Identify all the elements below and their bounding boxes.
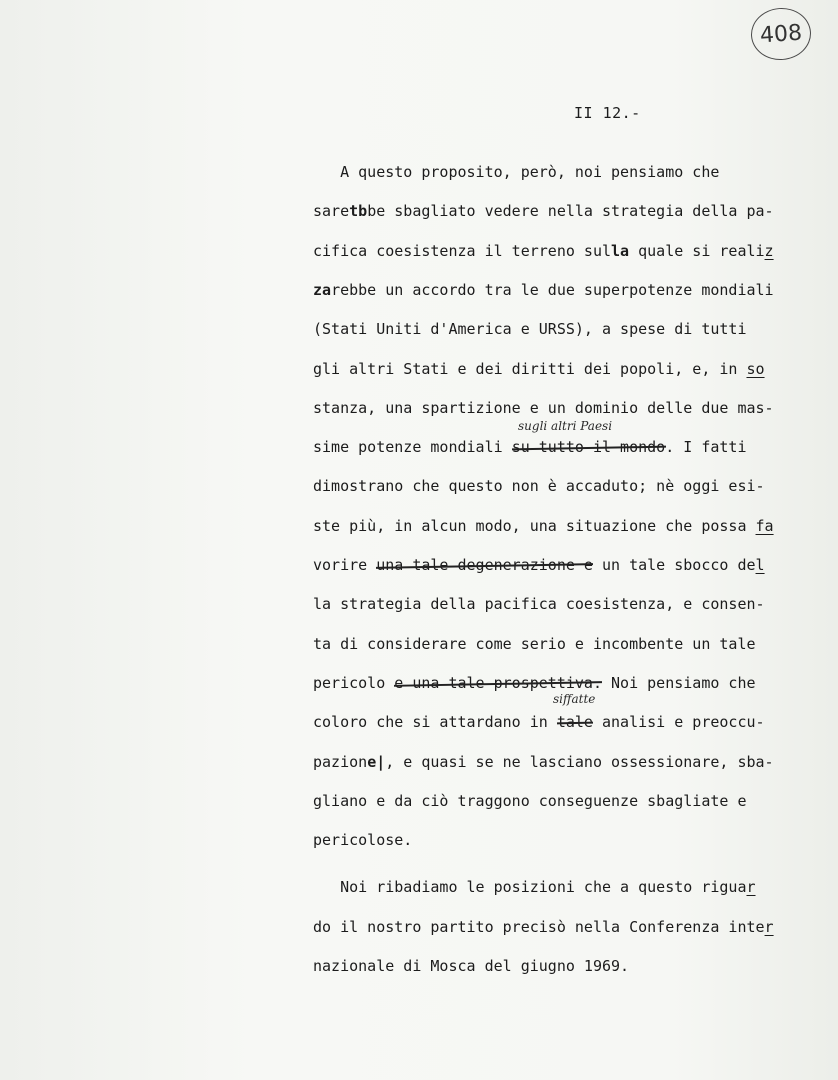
- text-run: ste più, in alcun modo, una situazione che possa: [313, 516, 756, 535]
- text-run: un tale sbocco de: [592, 556, 756, 574]
- text-run: coloro che si attardano in: [313, 713, 557, 732]
- text-run: Noi pensiamo che: [602, 673, 756, 692]
- overtyped-correction: e|: [367, 752, 386, 771]
- struck-through-text: una tale degenerazione e: [376, 556, 593, 574]
- text-run: , e quasi se ne lasciano ossessionare, sba-: [385, 752, 774, 771]
- paragraph1-line: [313, 553, 765, 577]
- paragraph1-line: [313, 435, 747, 459]
- paragraph1-line: [313, 357, 765, 381]
- handwritten-insertion: sugli altri Paesi: [518, 419, 613, 434]
- underlined-syllable: z: [764, 241, 774, 260]
- underlined-syllable: fa: [755, 516, 774, 535]
- text-run: sime potenze mondiali: [313, 438, 512, 457]
- underlined-syllable: r: [764, 917, 774, 936]
- paragraph1-line: [313, 278, 774, 302]
- struck-through-text: su tutto il mondo: [511, 438, 666, 457]
- paragraph1-line: [313, 592, 765, 616]
- paragraph1-line: [313, 160, 719, 184]
- text-run: quale si reali: [629, 241, 765, 260]
- overtyped-correction: la: [611, 241, 630, 260]
- underlined-syllable: l: [755, 556, 765, 574]
- overtyped-correction: za: [313, 280, 332, 299]
- text-run: vorire: [313, 556, 377, 574]
- text-run: analisi e preoccu-: [592, 713, 765, 732]
- paragraph1-line: [313, 474, 765, 498]
- overtyped-correction: tb: [349, 202, 368, 221]
- text-run: nazionale di Mosca del giugno 1969.: [313, 957, 630, 975]
- text-run: Noi ribadiamo le posizioni che a questo rigua: [313, 878, 747, 897]
- text-run: do il nostro partito precisò nella Conferenza inte: [313, 917, 765, 936]
- text-run: (Stati Uniti d'America e URSS), a spese di tutti: [313, 320, 747, 339]
- paragraph1-line: [313, 199, 774, 223]
- text-run: sare: [313, 202, 350, 221]
- paragraph1-line: [313, 671, 756, 695]
- text-run: cifica coesistenza il terreno sul: [313, 241, 612, 260]
- underlined-syllable: so: [746, 359, 765, 378]
- text-run: gli altri Stati e dei diritti dei popoli, e, in: [313, 359, 747, 378]
- text-run: . I fatti: [665, 438, 747, 457]
- paragraph1-line: [313, 789, 746, 813]
- paragraph1-line: [313, 710, 765, 734]
- paragraph2-line: [313, 915, 774, 939]
- paragraph1-line: [313, 828, 412, 852]
- paragraph1-line: [313, 239, 774, 263]
- text-run: pericolose.: [313, 831, 413, 850]
- paragraph1-line: [313, 514, 774, 538]
- text-run: stanza, una spartizione e un dominio delle due mas-: [313, 398, 774, 417]
- text-run: pericolo: [313, 673, 395, 692]
- text-run: gliano e da ciò traggono conseguenze sbagliate e: [313, 791, 747, 810]
- paragraph2-line: [313, 954, 629, 978]
- paragraph2-line: [313, 875, 756, 899]
- page-number: II 12.-: [574, 104, 641, 122]
- struck-through-text: e una tale prospettiva.: [394, 673, 602, 692]
- text-run: A questo proposito, però, noi pensiamo che: [313, 163, 720, 181]
- underlined-syllable: r: [746, 878, 756, 897]
- paragraph1-line: [313, 750, 774, 774]
- paragraph1-line: [313, 632, 756, 656]
- text-run: pazion: [313, 752, 368, 771]
- text-run: be sbagliato vedere nella strategia della pa-: [367, 202, 774, 221]
- text-run: rebbe un accordo tra le due superpotenze mondiali: [331, 280, 774, 299]
- text-run: dimostrano che questo non è accaduto; nè oggi esi-: [313, 477, 765, 496]
- struck-through-text: tale: [556, 713, 593, 732]
- paragraph1-line: [313, 317, 746, 341]
- text-run: la strategia della pacifica coesistenza, e consen-: [313, 595, 765, 614]
- page-stamp: 408: [749, 6, 812, 62]
- handwritten-insertion: siffatte: [553, 692, 596, 707]
- text-run: ta di considerare come serio e incombente un tale: [313, 634, 756, 653]
- paragraph1-line: [313, 396, 774, 420]
